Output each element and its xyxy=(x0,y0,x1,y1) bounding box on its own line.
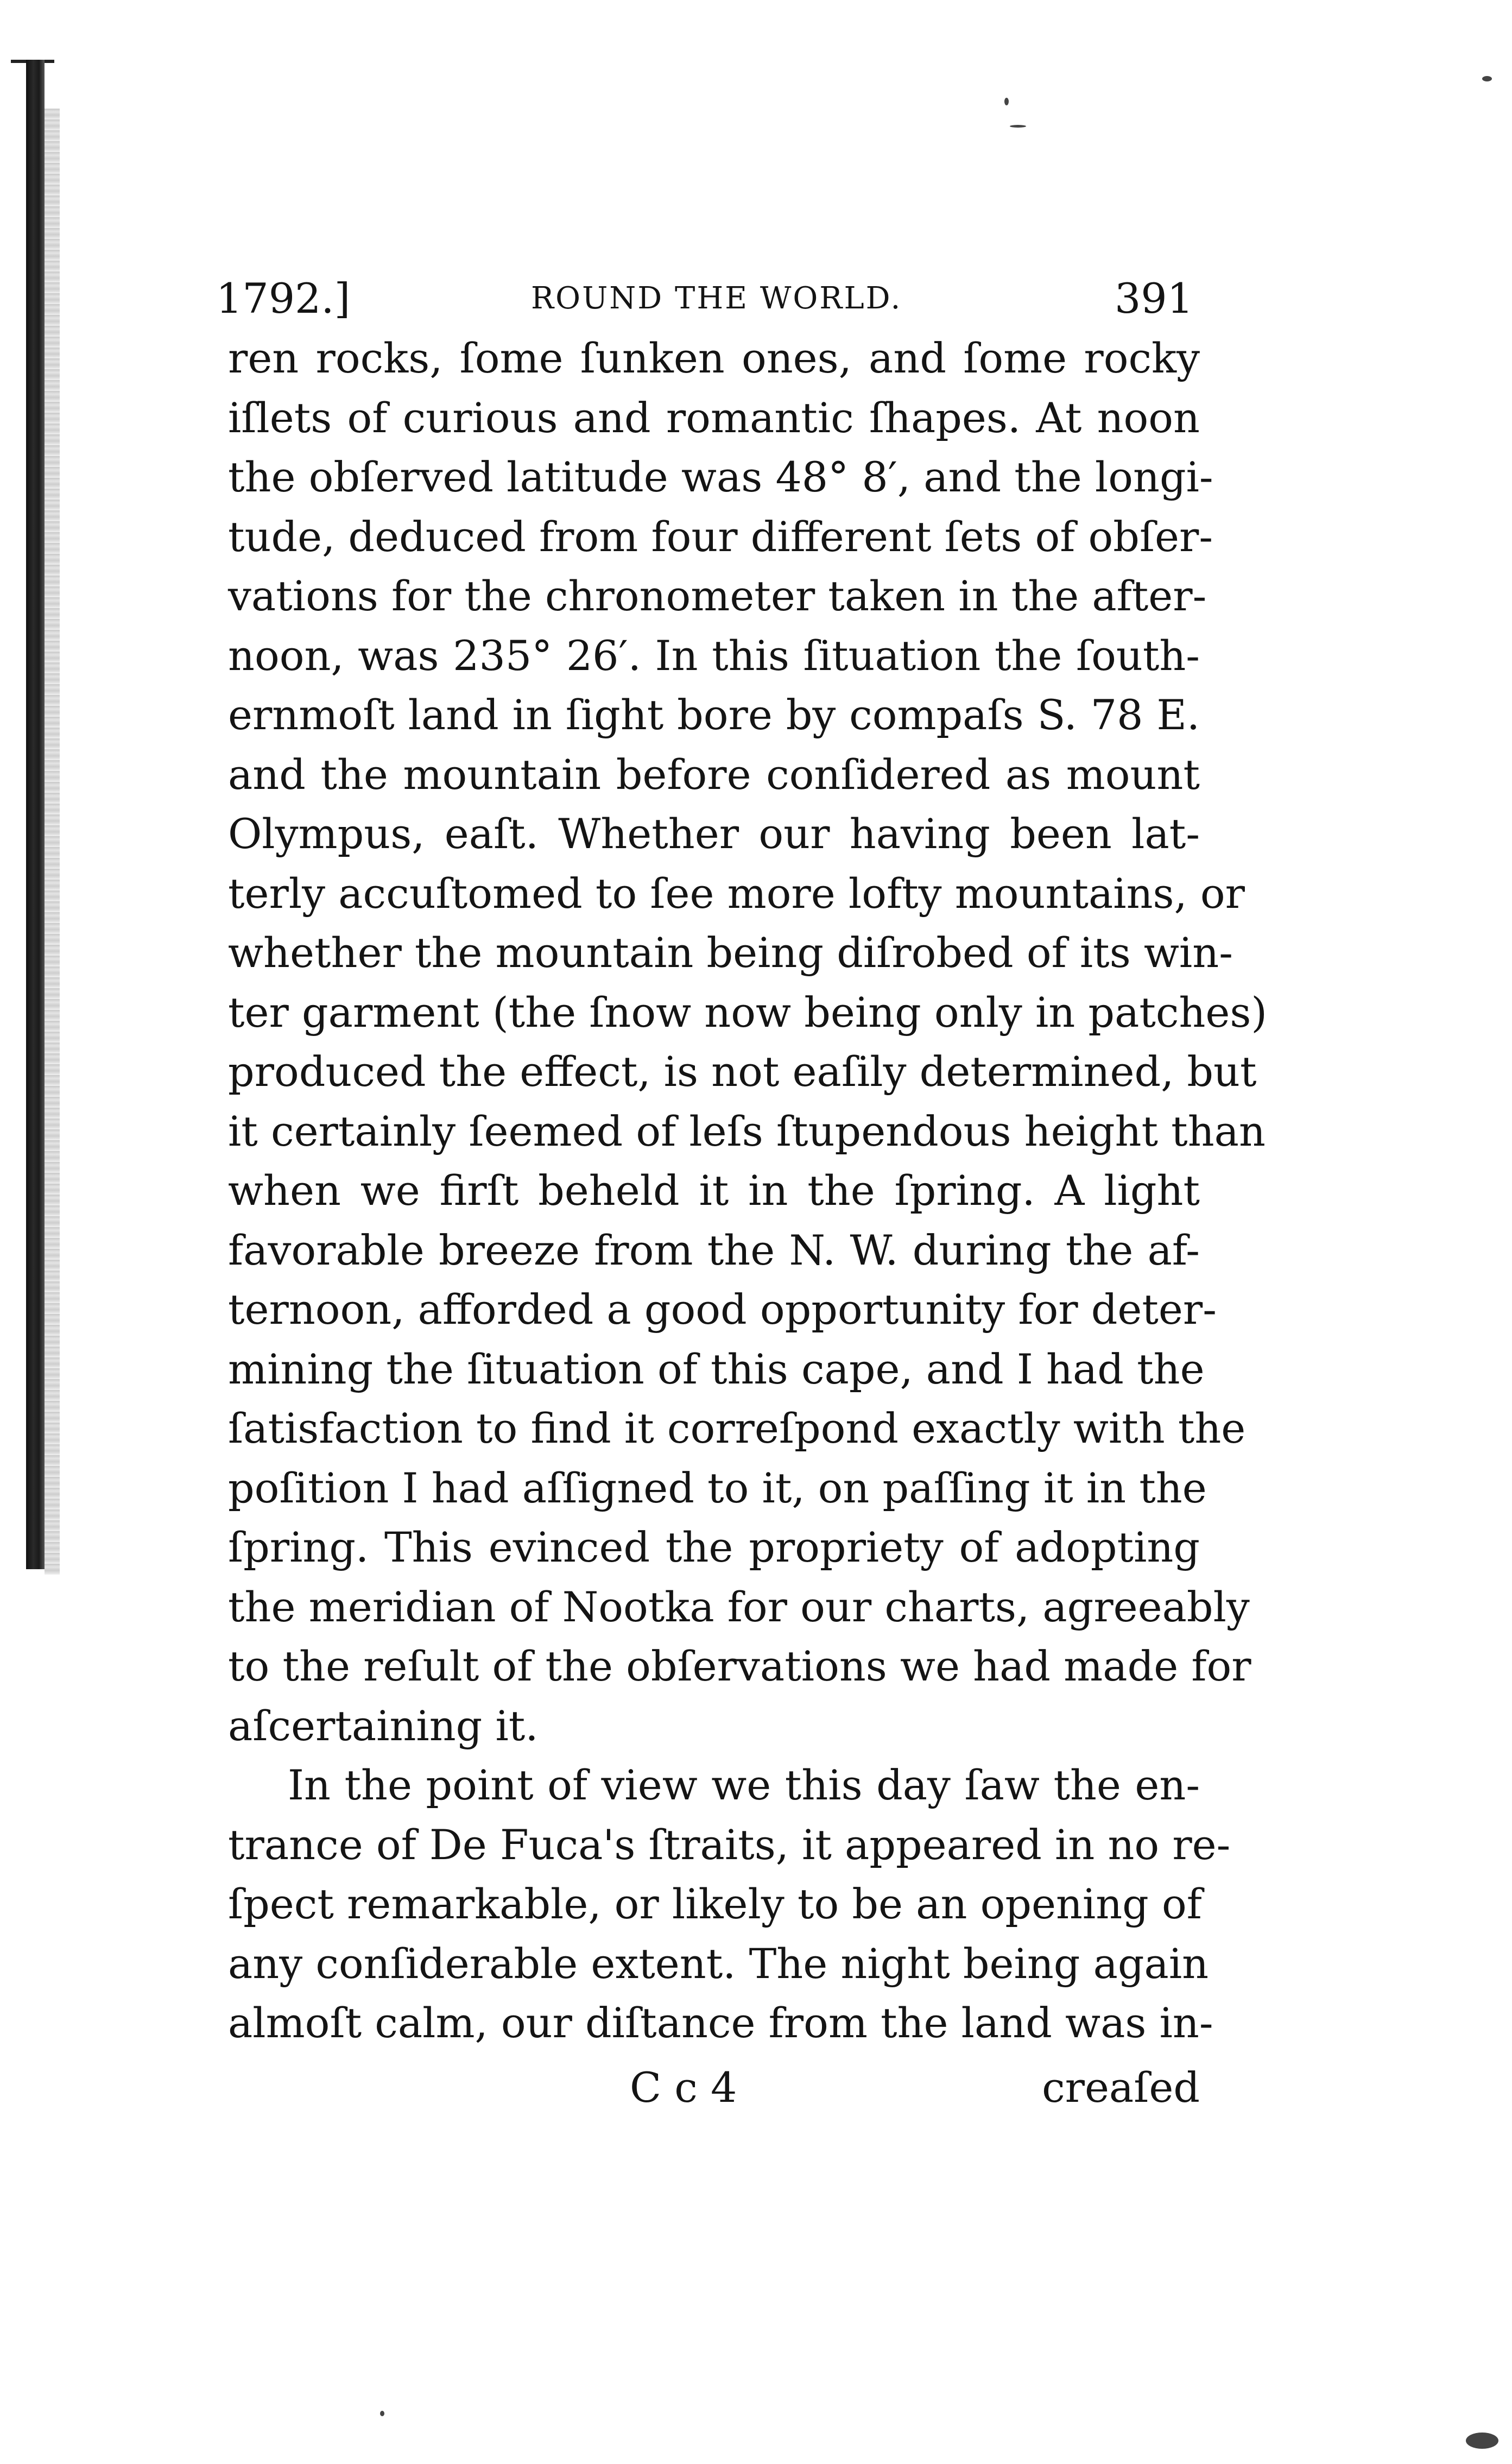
text-line: iſlets of curious and romantic ſhapes. At noon xyxy=(228,393,1200,442)
page-number: 391 xyxy=(1114,274,1193,323)
text-line: ſpring. This evinced the propriety of adopting xyxy=(228,1523,1200,1571)
text-line: ternoon, afforded a good opportunity for deter- xyxy=(228,1285,1217,1334)
text-line: ter garment (the ſnow now being only in patches) xyxy=(228,988,1268,1037)
text-line: to the reſult of the obſervations we had made for xyxy=(228,1642,1251,1690)
paper-speck xyxy=(380,2411,384,2416)
text-line: produced the effect, is not eaſily determined, but xyxy=(228,1047,1257,1096)
text-line: trance of De Fuca's ſtraits, it appeared in no re- xyxy=(228,1820,1231,1869)
text-line: the obſerved latitude was 48° 8′, and the longi- xyxy=(228,453,1213,501)
text-line: any conſiderable extent. The night being again xyxy=(228,1939,1209,1988)
paper-speck xyxy=(1482,76,1492,81)
text-line: terly accuſtomed to ſee more lofty mountains, or xyxy=(228,869,1245,918)
binding-gutter-shadow xyxy=(26,60,45,1569)
text-line: almoſt calm, our diſtance from the land was in- xyxy=(228,1999,1213,2047)
text-line: and the mountain before conſidered as mount xyxy=(228,750,1200,799)
signature-mark: C c 4 xyxy=(630,2063,737,2112)
text-line: vations for the chronometer taken in the after- xyxy=(228,572,1207,620)
text-line: ren rocks, ſome ſunken ones, and ſome rocky xyxy=(228,334,1200,382)
paper-speck xyxy=(1010,125,1026,128)
text-line: whether the mountain being diſrobed of its win- xyxy=(228,928,1233,977)
header-running-title: ROUND THE WORLD. xyxy=(531,281,902,316)
text-line: poſition I had aſſigned to it, on paſſing it in the xyxy=(228,1463,1207,1512)
page-footer xyxy=(228,2058,1200,2118)
paper-speck xyxy=(1466,2433,1498,2449)
text-line: noon, was 235° 26′. In this ſituation the ſouth- xyxy=(228,631,1200,680)
text-line: favorable breeze from the N. W. during the af- xyxy=(228,1225,1200,1274)
paragraph-end-line: aſcertaining it. xyxy=(228,1701,539,1750)
catchword: creaſed xyxy=(1042,2063,1200,2112)
text-line: ſatisfaction to find it correſpond exactly with the xyxy=(228,1404,1246,1452)
text-line: mining the ſituation of this cape, and I had the xyxy=(228,1344,1205,1393)
text-line: when we firſt beheld it in the ſpring. A light xyxy=(228,1166,1200,1215)
text-line: the meridian of Nootka for our charts, agreeably xyxy=(228,1582,1250,1631)
binding-gutter-texture xyxy=(45,109,60,1575)
text-line: it certainly ſeemed of leſs ſtupendous height than xyxy=(228,1107,1266,1155)
text-line: Olympus, eaſt. Whether our having been lat- xyxy=(228,810,1200,858)
page-text-body xyxy=(228,328,1268,2053)
text-line: ernmoſt land in ſight bore by compaſs S. 78 E. xyxy=(228,691,1200,739)
text-line: tude, deduced from four different ſets of obſer- xyxy=(228,512,1213,561)
text-line: ſpect remarkable, or likely to be an opening of xyxy=(228,1880,1202,1928)
header-year: 1792.] xyxy=(216,274,351,323)
paragraph-start-line: In the point of view we this day ſaw the en- xyxy=(288,1761,1200,1809)
paper-speck xyxy=(1004,98,1009,105)
running-header xyxy=(216,269,1193,328)
